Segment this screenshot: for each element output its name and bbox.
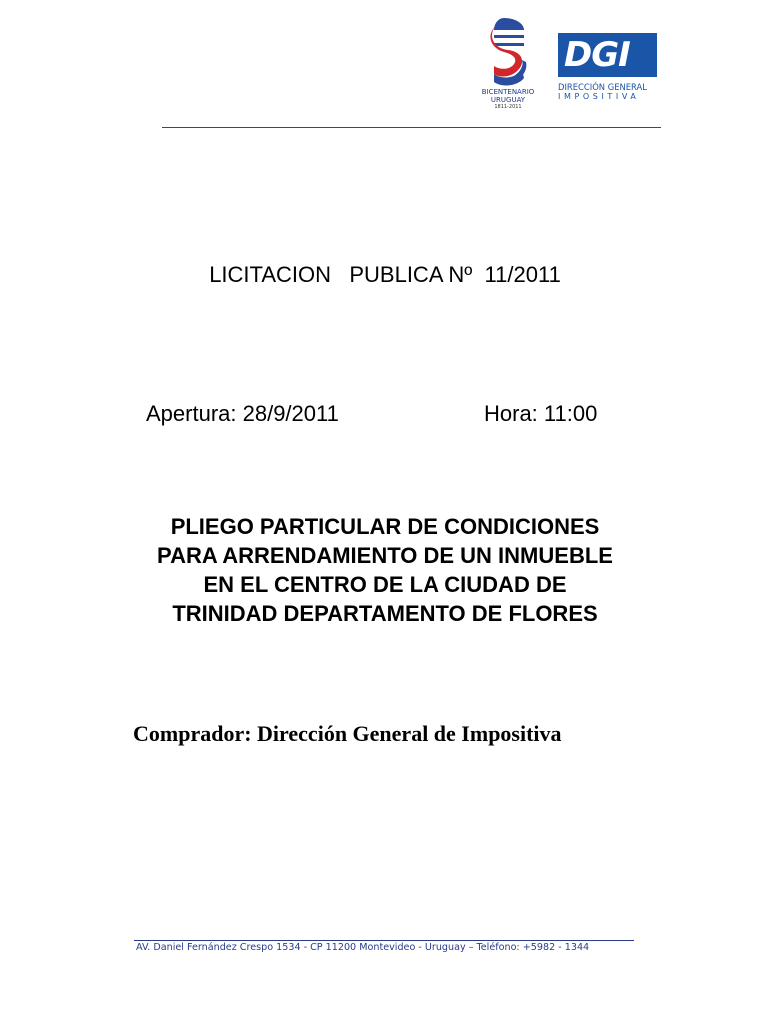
- apertura-time: Hora: 11:00: [484, 401, 598, 426]
- bicentenario-years: 1811-2011: [494, 104, 522, 110]
- footer-address: AV. Daniel Fernández Crespo 1534 - CP 11200 Montevideo - Uruguay – Teléfono: +5982 - 1344: [136, 942, 590, 953]
- header-divider: [162, 127, 661, 128]
- pliego-line: PARA ARRENDAMIENTO DE UN INMUEBLE: [157, 543, 613, 568]
- dgi-line1: DIRECCIÓN GENERAL: [558, 82, 647, 92]
- dgi-logo: [558, 33, 660, 101]
- apertura-date: Apertura: 28/9/2011: [146, 401, 339, 426]
- pliego-heading: [0, 512, 770, 628]
- document-title: LICITACION PUBLICA Nº 11/2011: [209, 262, 561, 287]
- pliego-line: PLIEGO PARTICULAR DE CONDICIONES: [170, 514, 600, 539]
- bicentenario-logo: [470, 14, 546, 124]
- bicentenario-emblem-icon: [486, 14, 530, 88]
- bicentenario-line1: BICENTENARIO: [481, 88, 535, 96]
- comprador-line: Comprador: Dirección General de Impositiva: [133, 721, 562, 746]
- pliego-line: EN EL CENTRO DE LA CIUDAD DE: [203, 572, 567, 597]
- bicentenario-line2: URUGUAY: [490, 96, 526, 104]
- dgi-logo-box: [558, 33, 657, 77]
- dgi-acronym: DGI: [564, 35, 630, 75]
- pliego-line: TRINIDAD DEPARTAMENTO DE FLORES: [172, 601, 598, 626]
- dgi-line2: IMPOSITIVA: [558, 92, 640, 101]
